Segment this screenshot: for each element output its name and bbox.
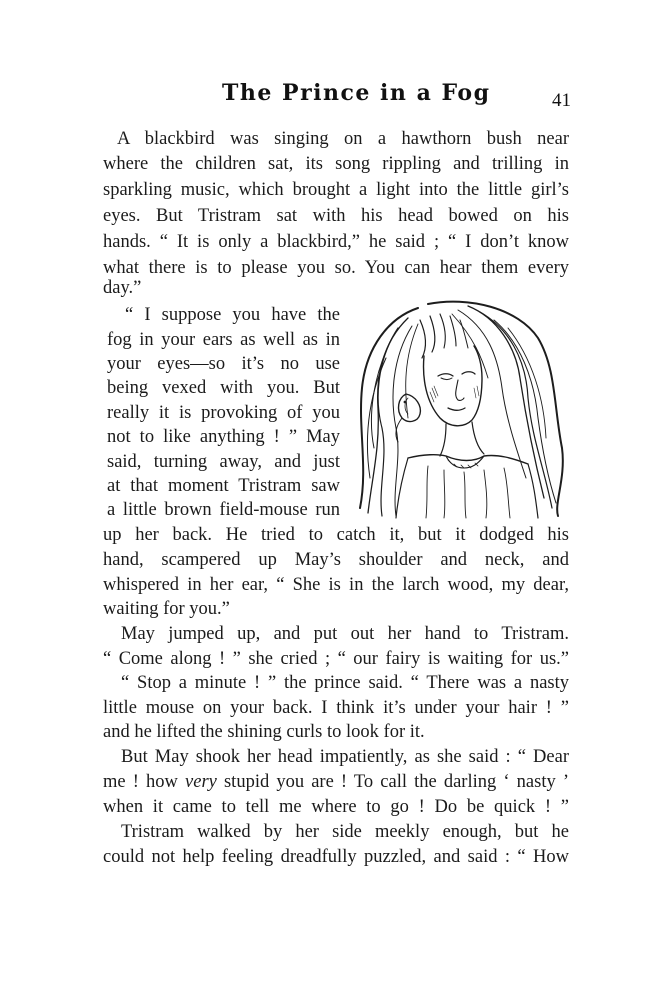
text-span: stupid you are ! To call the darling ‘ nasty ’ — [216, 772, 569, 792]
text-line: eyes. But Tristram sat with his head bowed on his — [103, 206, 569, 226]
text-line: day.” — [103, 278, 142, 298]
text-line: not to like anything ! ” May — [107, 427, 340, 447]
page-number: 41 — [552, 90, 571, 111]
text-line: could not help feeling dreadfully puzzled, and said : “ How — [103, 847, 569, 867]
text-line: little mouse on your back. I think it’s under your hair ! ” — [103, 698, 569, 718]
text-line: said, turning away, and just — [107, 452, 340, 472]
text-line: But May shook her head impatiently, as she said : “ Dear — [121, 747, 569, 767]
text-line: when it came to tell me where to go ! Do be quick ! ” — [103, 797, 569, 817]
text-line: really it is provoking of you — [107, 403, 340, 423]
text-line: May jumped up, and put out her hand to Tristram. — [121, 624, 569, 644]
text-line: fog in your ears as well as in — [107, 330, 340, 350]
text-line: “ I suppose you have the — [125, 305, 340, 325]
text-line — [103, 770, 569, 794]
text-line: Tristram walked by her side meekly enough, but he — [121, 822, 569, 842]
text-line: being vexed with you. But — [107, 378, 340, 398]
text-span: me ! how — [103, 772, 186, 792]
text-line: “ Come along ! ” she cried ; “ our fairy is waiting for us.” — [103, 649, 569, 669]
text-line: waiting for you.” — [103, 599, 230, 619]
text-line: and he lifted the shining curls to look for it. — [103, 722, 425, 742]
running-title: The Prince in a Fog — [222, 80, 491, 106]
text-line: a little brown field-mouse run — [107, 500, 340, 520]
text-line: A blackbird was singing on a hawthorn bush near — [117, 129, 569, 149]
text-line: whispered in her ear, “ She is in the larch wood, my dear, — [103, 575, 569, 595]
text-line: your eyes—so it’s no use — [107, 354, 340, 374]
emphasis: very — [185, 772, 217, 792]
text-line: “ Stop a minute ! ” the prince said. “ There was a nasty — [121, 673, 569, 693]
text-line: hand, scampered up May’s shoulder and neck, and — [103, 550, 569, 570]
text-line: sparkling music, which brought a light into the little girl’s — [103, 180, 569, 200]
text-line: at that moment Tristram saw — [107, 476, 340, 496]
text-line: hands. “ It is only a blackbird,” he said ; “ I don’t know — [103, 232, 569, 252]
girl-portrait-illustration — [348, 298, 566, 520]
text-line: where the children sat, its song rippling and trilling in — [103, 154, 569, 174]
text-line: what there is to please you so. You can hear them every — [103, 258, 569, 278]
text-line: up her back. He tried to catch it, but it dodged his — [103, 525, 569, 545]
